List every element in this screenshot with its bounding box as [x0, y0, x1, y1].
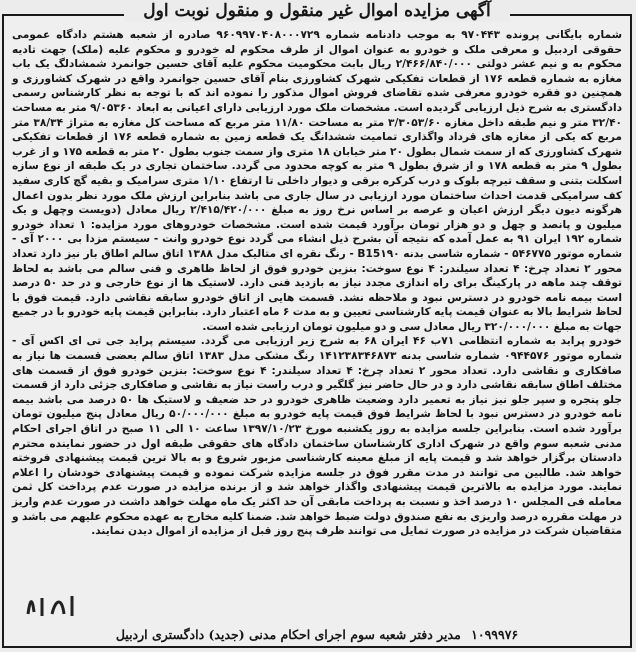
auction-notice-box	[2, 1, 632, 648]
notice-paragraph-1: شماره بایگانی پرونده ۹۷۰۴۴۳ به موجب دادنامه شماره ۹۶۰۹۹۷۰۴۰۸۰۰۰۷۲۹ صادره از شعبه هشتم دادگاه عمومی حقوقی اردبیل و معرفی ملک و خودرو به عنوان اموال از طرف محکوم له خودرو و محکوم علیه (ملک) جهت تادیه محکوم به و نیم عشر دولتی ۲/۴۶۶/۸۴۰/۰۰۰ ریال بابت محکومیت محکوم علیه آقای حسین جوانمرد شمشادلگ یک باب مغازه به شماره قطعه ۱۷۶ از قطعات تفکیکی شهرک کشاورزی بنام آقای حسین جوانمرد واقع در شهرک کشاورزی و همچنین دو فقره خودرو معرفی شده تقاضای فروش اموال مذکور را نموده اند که با توجه به نظر کارشناس رسمی دادگستری به شرح ذیل ارزیابی گردیده است. مشخصات ملک مورد ارزیابی دارای اعیانی به ابعاد ۹/۰۵۳۶۰ متر به مساحت ۳۲/۴۰ متر و نیم طبقه داخل مغازه ۳/۳۰۵۳/۶۰ متر به مساحت ۱۱/۸۰ متر مربع که مساحت کل مغازه به متراژ ۳۸/۳۴ متر مربع که یکی از مغازه های قرداد واگذاری تمامیت ششدانگ یک قطعه زمین به شماره قطعه ۱۷۶ از قطعات تفکیکی شهرک کشاورزی که از سمت شمال بطول ۲۰ متر خیابان ۱۸ متری واز سمت جنوب بطول ۲۰ متر به قطعه ۱۷۵ و از غرب بطول ۹ متر به قطعه ۱۷۸ و از شرق بطول ۹ متر به کوچه محدود می گردد. ساختمان تجاری در یک طبقه از نوع سازه اسکلت بتنی و سقف تیرچه بلوک و درب کرکره برقی و دیوار داخلی تا ارتفاع ۱/۱۰ متری سرامیک و بقیه گچ کاری سفید کف سرامیکی قدمت احداث ساختمان مورد ارزیابی در سال جاری می باشد بنابراین ارزش ملک مورد نظر بدون اعمال هرگونه دیون دیگر ارزش اعیان و عرصه بر اساس نرخ روز به مبلغ ۲/۴۱۵/۴۲۰/۰۰۰ ریال معادل (دویست وچهل و یک میلیون و پانصد و چهل و دو هزار تومان برآورد قیمت شده است. مشخصات خودروهای مورد مزایده: ۱ تعداد خودرو شماره ۱۹۲ ایران ۹۱ به عمل آمده که نتیجه آن بشرح ذیل انشاء می گردد نوع خودرو وانت - سیستم مزدا بی ۲۰۰۰ آی - شماره موتور ۵۴۶۷۷۵ - شماره شاسی بدنه B15۱۹۰ - رنگ نقره ای متالیک مدل ۱۳۸۸ اتاق سالم اطاق بار نیز دارد تعداد محور ۲ تعداد چرخ: ۴ تعداد سیلندر: ۴ نوع سوخت: بنزین خودرو فوق از لحاظ ظاهری و فنی سالم می باشد به لحاظ توقف چند ماهه در پارکینگ برای راه اندازی مجدد نیاز به بازدید فنی دارد. لاستیک ها از نوع خارجی و در حد ۵۰ درصد است بیمه نامه خودرو در دسترس نبود و ملاحظه نشد. قسمت هایی از اتاق خودرو سابقه نقاشی دارد. قیمت فوق با لحاظ شرایط بالا به عنوان قیمت پایه کارشناسی تعیین و به مدت ۶ ماه اعتبار دارد. بنابراین قیمت پایه خودرو با در جمیع جهات به مبلغ ۳۲۰/۰۰۰/۰۰۰ ریال معادل سی و دو میلیون تومان ارزیابی شده است.	[12, 29, 623, 333]
handwritten-mark	[22, 590, 82, 620]
signatory-title: مدیر دفتر شعبه سوم اجرای احکام مدنی (جدید) دادگستری اردبیل	[115, 627, 461, 642]
notice-body	[12, 28, 622, 539]
notice-paragraph-2: خودرو پراید به شماره انتظامی ۷۱ب ۴۶ ایران ۶۸ به شرح زیر ارزیابی می گردد. سیستم پراید جی تی ای اکس آی - شماره موتور ۰۹۴۴۵۷۶ شماره شاسی بدنه ۱۴۱۲۳۸۳۴۶۸۷۳ رنگ مشکی مدل ۱۳۸۳ اتاق سالم بعضی قسمت ها نیاز به صافکاری و نقاشی دارد. تعداد محور ۲ تعداد چرخ: ۴ تعداد سیلندر: ۴ نوع سوخت: بنزین خودرو فوق از قسمت های مختلف اطاق سابقه نقاشی دارد و در حال حاضر نیز گلگیر و درب راست نیاز به نقاشی و صافکاری جزئی دارد از قسمت جلو پنجره و سپر جلو نیز نیاز به تعمیر دارد وضعیت ظاهری خودرو در حد ضعیف و لاستیک ها ۵۰ درصد می باشد بیمه نامه خودرو در دسترس نبود با لحاظ شرایط فوق قیمت پایه خودرو به مبلغ ۵۰/۰۰۰/۰۰۰ ریال معادل پنج میلیون تومان برآورد شده است. بنابراین جلسه مزایده به روز یکشنبه مورخ ۱۳۹۷/۱۰/۲۳ ساعت ۱۰ الی ۱۱ صبح در اتاق اجرای احکام مدنی شعبه سوم واقع در شهرک اداری کارشناسان ساختمان دادگاه های حقوقی طبقه اول در حضور نماینده محترم دادستان برگزار خواهد شد و قیمت پایه از مبلغ معینه کارشناسی مزبور شروع و به بالا ترین قیمت پیشنهادی فروخته خواهد شد. طالبین می توانند در مدت مقرر فوق در جلسه مزایده شرکت نموده و قیمت پیشنهادی خودشان را اعلام نمایند. مورد مزایده به بالاترین قیمت پیشنهادی واگذار خواهد شد و از برنده مزایده در صورت عدم پرداخت کل ثمن معامله فی المجلس ۱۰ درصد اخذ و نسبت به پرداخت مابقی آن حد اکثر یک ماه مهلت خواهد داشت در صورت عدم واریز در مهلت مقرره درصد واریزی به نفع صندوق دولت ضبط خواهد شد. ضمنا کلیه مخارج به عهده محکوم علیهم می باشد و متقاضیان شرکت در مزایده در صورت تمایل می توانند ظرف پنج روز قبل از مزایده از اموال دیدن نمایند.	[12, 335, 623, 538]
notice-number: ۱۰۹۹۹۷۶	[471, 627, 519, 642]
notice-title: آگهی مزایده اموال غیر منقول و منقول نوبت اول	[124, 0, 510, 22]
notice-footer	[10, 627, 624, 643]
